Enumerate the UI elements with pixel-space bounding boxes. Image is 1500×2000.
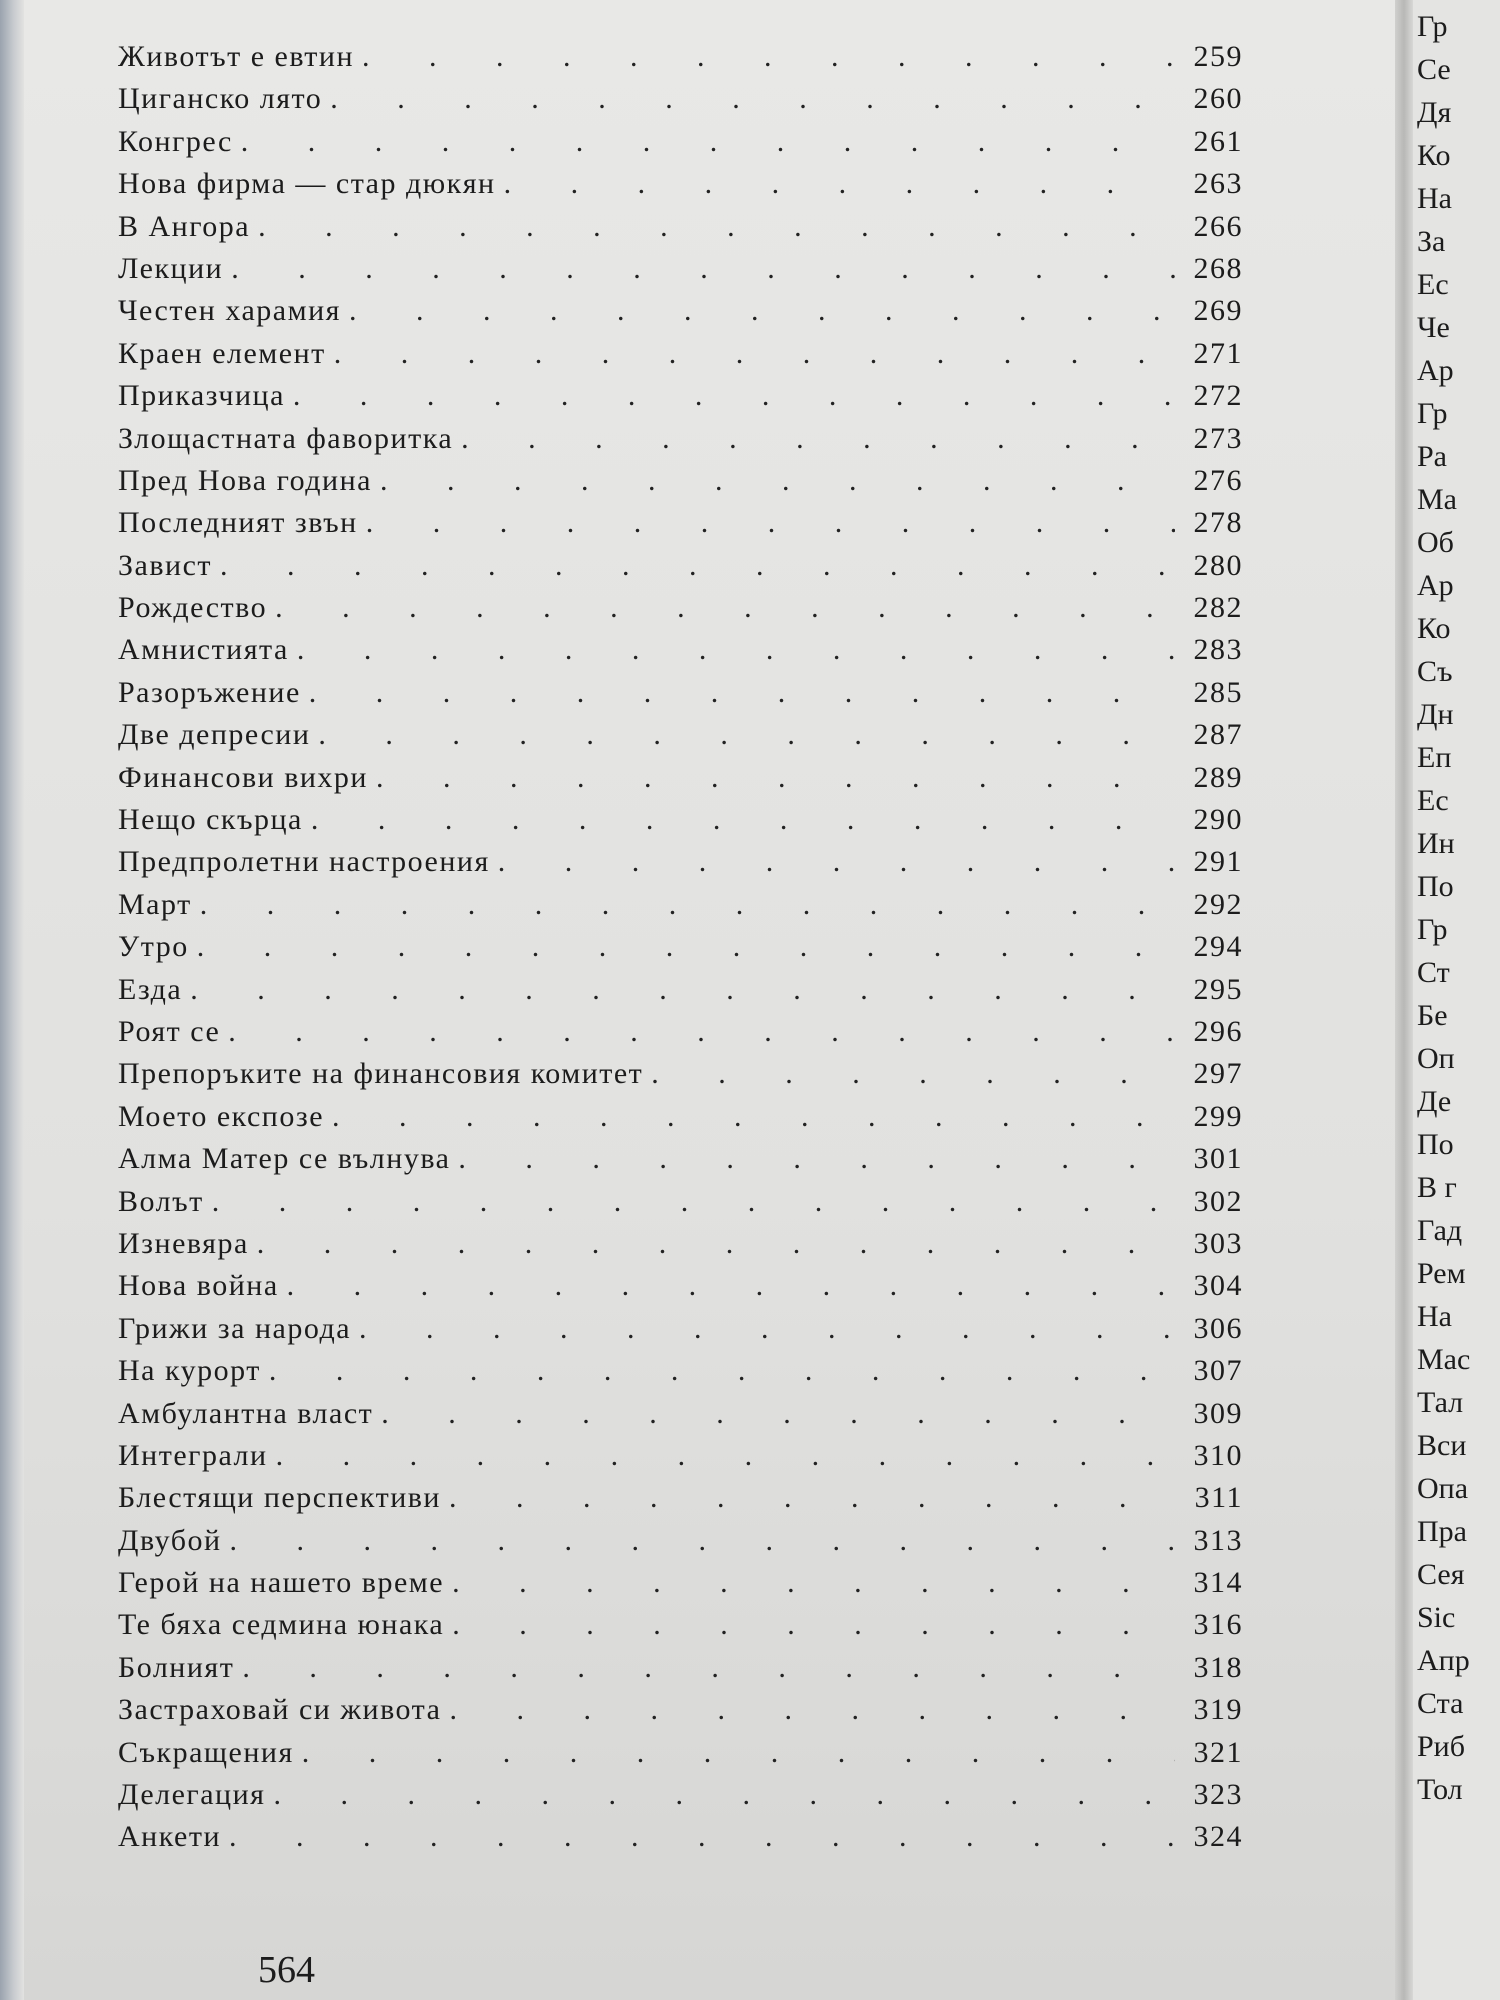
facing-page-text: Съ: [1417, 655, 1453, 688]
dot-leader: [275, 591, 1175, 625]
entry-page: 273: [1193, 421, 1243, 455]
entry-title: Разоръжение: [118, 675, 301, 709]
entry-title: Пред Нова година: [118, 463, 372, 497]
dot-leader: [461, 422, 1175, 456]
entry-page: 303: [1193, 1226, 1243, 1260]
dot-leader: [362, 40, 1175, 74]
entry-page: 316: [1193, 1608, 1243, 1642]
facing-page-text: Тал: [1417, 1386, 1464, 1419]
toc-entry: [118, 1269, 1243, 1311]
entry-page: 295: [1193, 972, 1243, 1006]
entry-title: Животът е евтин: [118, 40, 355, 73]
entry-title: Честен харамия: [118, 294, 341, 328]
dot-leader: [241, 125, 1175, 159]
entry-title: Анкети: [118, 1820, 222, 1854]
entry-page: 314: [1193, 1566, 1243, 1600]
dot-leader: [276, 1439, 1175, 1473]
facing-page-text: Сея: [1417, 1558, 1465, 1591]
entry-page: 323: [1193, 1778, 1243, 1812]
toc-entry: [118, 252, 1243, 294]
facing-page-text: Ра: [1417, 440, 1447, 473]
entry-page: 299: [1193, 1099, 1243, 1133]
entry-page: 269: [1193, 294, 1243, 328]
dot-leader: [452, 1566, 1175, 1600]
dot-leader: [330, 82, 1175, 116]
entry-page: 324: [1193, 1820, 1243, 1854]
facing-page-text: Апр: [1417, 1644, 1470, 1677]
page-number: 564: [258, 1949, 315, 1991]
entry-page: 292: [1193, 887, 1243, 921]
toc-entry: [118, 1693, 1243, 1735]
entry-page: 297: [1193, 1057, 1243, 1091]
entry-title: Завист: [118, 548, 212, 582]
facing-page-text: Гр: [1417, 10, 1448, 43]
dot-leader: [257, 1227, 1175, 1261]
toc-entry: [118, 1057, 1243, 1099]
entry-title: Делегация: [118, 1778, 266, 1812]
toc-entry: [118, 549, 1243, 591]
dot-leader: [334, 337, 1175, 371]
entry-page: 266: [1193, 209, 1243, 243]
dot-leader: [332, 1100, 1175, 1134]
facing-page-text: Ко: [1417, 139, 1451, 172]
entry-title: Финансови вихри: [118, 760, 368, 794]
entry-page: 290: [1193, 803, 1243, 837]
facing-page-fragment: [1413, 0, 1500, 2000]
entry-page: 282: [1193, 591, 1243, 625]
toc-entry: [118, 464, 1243, 506]
toc-entry: [118, 761, 1243, 803]
dot-leader: [449, 1481, 1175, 1515]
toc-entry: [118, 633, 1243, 675]
toc-entry: [118, 40, 1243, 82]
facing-page-text: Ар: [1417, 569, 1454, 602]
entry-title: Амбулантна власт: [118, 1396, 374, 1430]
facing-page-text: Гад: [1417, 1214, 1463, 1247]
entry-page: 310: [1193, 1438, 1243, 1472]
facing-page-text: Риб: [1417, 1730, 1466, 1763]
toc-entry: [118, 125, 1243, 167]
dot-leader: [349, 294, 1175, 328]
toc-entry: [118, 803, 1243, 845]
entry-page: 291: [1193, 845, 1243, 879]
dot-leader: [287, 1269, 1175, 1303]
facing-page-text: Ма: [1417, 483, 1457, 516]
entry-title: Нова фирма — стар дюкян: [118, 167, 496, 201]
entry-title: Конгрес: [118, 124, 233, 158]
entry-title: Болният: [118, 1650, 235, 1684]
toc-entry: [118, 379, 1243, 421]
toc-entry: [118, 930, 1243, 972]
toc-entry: [118, 888, 1243, 930]
dot-leader: [200, 888, 1175, 922]
entry-title: Циганско лято: [118, 82, 323, 116]
entry-title: Интеграли: [118, 1438, 268, 1472]
toc-entry: [118, 1651, 1243, 1693]
entry-title: Рождество: [118, 591, 268, 625]
toc-entry: [118, 1608, 1243, 1650]
dot-leader: [242, 1651, 1175, 1685]
entry-title: Блестящи перспективи: [118, 1481, 441, 1515]
toc-entry: [118, 1736, 1243, 1778]
entry-page: 319: [1193, 1693, 1243, 1727]
entry-page: 306: [1193, 1311, 1243, 1345]
toc-entry: [118, 1227, 1243, 1269]
entry-title: Изневяра: [118, 1226, 249, 1260]
toc-entry: [118, 506, 1243, 548]
entry-page: 289: [1193, 760, 1243, 794]
toc-entry: [118, 1185, 1243, 1227]
toc-entry: [118, 1397, 1243, 1439]
dot-leader: [309, 676, 1175, 710]
entry-page: 283: [1193, 633, 1243, 667]
entry-page: 261: [1193, 124, 1243, 158]
entry-page: 271: [1193, 336, 1243, 370]
facing-page-text: Гр: [1417, 397, 1448, 430]
entry-page: 302: [1193, 1184, 1243, 1218]
dot-leader: [302, 1736, 1175, 1770]
facing-page-text: Ар: [1417, 354, 1454, 387]
toc-entry: [118, 167, 1243, 209]
entry-page: 321: [1193, 1735, 1243, 1769]
facing-page-text: Ес: [1417, 268, 1449, 301]
entry-page: 260: [1193, 82, 1243, 116]
entry-title: Краен елемент: [118, 336, 326, 370]
facing-page-text: Опа: [1417, 1472, 1469, 1505]
entry-title: Алма Матер се вълнува: [118, 1142, 451, 1176]
entry-page: 307: [1193, 1354, 1243, 1388]
toc-entry: [118, 82, 1243, 124]
facing-page-text: Дн: [1417, 698, 1454, 731]
facing-page-text: Вси: [1417, 1429, 1467, 1462]
toc-entry: [118, 1312, 1243, 1354]
toc-entry: [118, 591, 1243, 633]
entry-title: Последният звън: [118, 506, 358, 540]
toc-entry: [118, 1524, 1243, 1566]
toc-entry: [118, 1820, 1243, 1862]
facing-page-text: Тол: [1417, 1773, 1463, 1806]
entry-title: Лекции: [118, 251, 224, 285]
dot-leader: [269, 1354, 1175, 1388]
entry-page: 278: [1193, 506, 1243, 540]
entry-title: В Ангора: [118, 209, 251, 243]
dot-leader: [212, 1185, 1175, 1219]
toc-entry: [118, 1566, 1243, 1608]
facing-page-text: Бе: [1417, 999, 1448, 1032]
toc-entry: [118, 1100, 1243, 1142]
toc-entry: [118, 337, 1243, 379]
facing-page-text: Се: [1417, 53, 1451, 86]
dot-leader: [230, 1524, 1175, 1558]
entry-page: 296: [1193, 1014, 1243, 1048]
entry-title: Герой на нашето време: [118, 1566, 445, 1600]
entry-page: 268: [1193, 251, 1243, 285]
facing-page-text: Де: [1417, 1085, 1452, 1118]
entry-page: 259: [1193, 40, 1243, 73]
entry-page: 311: [1194, 1481, 1243, 1515]
entry-title: Те бяха седмина юнака: [118, 1608, 445, 1642]
dot-leader: [258, 210, 1175, 244]
dot-leader: [366, 506, 1175, 540]
dot-leader: [452, 1608, 1175, 1642]
toc-entry: [118, 1439, 1243, 1481]
entry-page: 285: [1193, 675, 1243, 709]
facing-page-text: Рем: [1417, 1257, 1466, 1290]
entry-title: Езда: [118, 972, 183, 1006]
dot-leader: [293, 379, 1175, 413]
dot-leader: [297, 633, 1175, 667]
entry-title: Март: [118, 887, 192, 921]
toc-entry: [118, 676, 1243, 718]
dot-leader: [311, 803, 1175, 837]
dot-leader: [318, 718, 1175, 752]
facing-page-text: Ко: [1417, 612, 1451, 645]
entry-title: Волът: [118, 1184, 204, 1218]
toc-entry: [118, 294, 1243, 336]
entry-page: 280: [1193, 548, 1243, 582]
dot-leader: [273, 1778, 1175, 1812]
dot-leader: [498, 845, 1175, 879]
entry-title: Двубой: [118, 1523, 222, 1557]
toc-entry: [118, 718, 1243, 760]
dot-leader: [458, 1142, 1175, 1176]
entry-page: 287: [1193, 718, 1243, 752]
facing-page-text: За: [1417, 225, 1446, 258]
facing-page-text: Еп: [1417, 741, 1452, 774]
facing-page-text: На: [1417, 1300, 1452, 1333]
entry-title: Две депресии: [118, 718, 311, 752]
toc-entry: [118, 210, 1243, 252]
entry-title: Препоръките на финансовия комитет: [118, 1057, 644, 1091]
toc-entry: [118, 845, 1243, 887]
entry-title: Грижи за народа: [118, 1311, 352, 1345]
table-of-contents: [118, 40, 1243, 1863]
facing-page-text: Ин: [1417, 827, 1455, 860]
entry-title: Нещо скърца: [118, 803, 303, 837]
facing-page-text: Sic: [1417, 1601, 1456, 1634]
dot-leader: [220, 549, 1175, 583]
dot-leader: [381, 1397, 1175, 1431]
dot-leader: [231, 252, 1175, 286]
facing-page-text: По: [1417, 870, 1454, 903]
entry-title: Приказчица: [118, 379, 285, 413]
facing-page-text: Мас: [1417, 1343, 1471, 1376]
facing-page-text: На: [1417, 182, 1452, 215]
facing-page-text: Оп: [1417, 1042, 1455, 1075]
toc-entry: [118, 1142, 1243, 1184]
dot-leader: [651, 1057, 1175, 1091]
entry-page: 313: [1193, 1523, 1243, 1557]
dot-leader: [376, 761, 1175, 795]
entry-page: 301: [1193, 1142, 1243, 1176]
entry-page: 309: [1193, 1396, 1243, 1430]
entry-title: Роят се: [118, 1014, 221, 1048]
toc-entry: [118, 1481, 1243, 1523]
book-gutter: [1395, 0, 1413, 2000]
entry-page: 318: [1193, 1650, 1243, 1684]
toc-entry: [118, 973, 1243, 1015]
facing-page-text: Пра: [1417, 1515, 1467, 1548]
facing-page-text: Че: [1417, 311, 1450, 344]
entry-title: На курорт: [118, 1354, 261, 1388]
dot-leader: [190, 973, 1175, 1007]
dot-leader: [197, 930, 1175, 964]
toc-entry: [118, 1015, 1243, 1057]
facing-page-text: Дя: [1417, 96, 1452, 129]
dot-leader: [380, 464, 1175, 498]
facing-page-text: По: [1417, 1128, 1454, 1161]
facing-page-text: В г: [1417, 1171, 1457, 1204]
entry-title: Застраховай си живота: [118, 1693, 442, 1727]
dot-leader: [359, 1312, 1175, 1346]
entry-page: 304: [1193, 1269, 1243, 1303]
facing-page-text: Ст: [1417, 956, 1450, 989]
facing-page-text: Ес: [1417, 784, 1449, 817]
dot-leader: [229, 1820, 1175, 1854]
facing-page-text: Ста: [1417, 1687, 1464, 1720]
entry-title: Предпролетни настроения: [118, 845, 490, 879]
facing-page-text: Гр: [1417, 913, 1448, 946]
entry-page: 272: [1193, 379, 1243, 413]
entry-page: 276: [1193, 463, 1243, 497]
entry-title: Утро: [118, 930, 189, 964]
toc-entry: [118, 422, 1243, 464]
toc-entry: [118, 1778, 1243, 1820]
dot-leader: [228, 1015, 1175, 1049]
entry-title: Злощастната фаворитка: [118, 421, 454, 455]
entry-page: 263: [1193, 167, 1243, 201]
entry-page: 294: [1193, 930, 1243, 964]
toc-entry: [118, 1354, 1243, 1396]
entry-title: Нова война: [118, 1269, 279, 1303]
entry-title: Моето експозе: [118, 1099, 325, 1133]
entry-title: Амнистията: [118, 633, 289, 667]
dot-leader: [504, 167, 1175, 201]
facing-page-text: Об: [1417, 526, 1454, 559]
dot-leader: [449, 1693, 1175, 1727]
entry-title: Съкращения: [118, 1735, 294, 1769]
